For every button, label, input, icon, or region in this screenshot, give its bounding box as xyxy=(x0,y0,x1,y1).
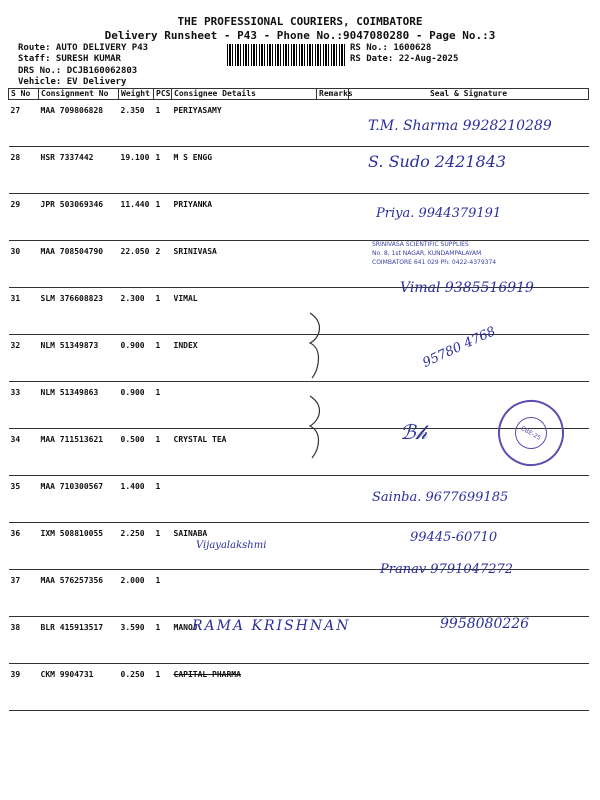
vehicle-label: Vehicle: EV Delivery xyxy=(18,77,127,87)
cell-sno: 33 xyxy=(9,382,39,429)
cell-remarks xyxy=(317,194,349,241)
route-label: Route: AUTO DELIVERY P43 xyxy=(18,43,149,53)
col-pcs: PCS xyxy=(154,89,172,100)
cell-consignment: HSR 7337442 xyxy=(39,147,119,194)
cell-sno: 37 xyxy=(9,570,39,617)
cell-pcs: 1 xyxy=(154,476,172,523)
table-row xyxy=(9,664,589,711)
cell-sno: 36 xyxy=(9,523,39,570)
cell-pcs: 1 xyxy=(154,429,172,476)
cell-pcs: 1 xyxy=(154,100,172,147)
cell-weight: 0.250 xyxy=(119,664,154,711)
rs-number: RS No.: 1600628 xyxy=(350,43,432,53)
cell-weight: 3.590 xyxy=(119,617,154,664)
cell-consignment: MAA 711513621 xyxy=(39,429,119,476)
cell-consignee: INDEX xyxy=(172,335,317,382)
cell-sno: 35 xyxy=(9,476,39,523)
cell-consignee: VIMAL xyxy=(172,288,317,335)
cell-pcs: 1 xyxy=(154,617,172,664)
signature-37: 99445-60710 xyxy=(410,530,498,545)
drs-label: DRS No.: DCJB160062803 xyxy=(18,66,138,76)
handwritten-name-39: RAMA KRISHNAN xyxy=(192,618,351,634)
cell-pcs: 1 xyxy=(154,523,172,570)
cell-weight: 22.050 xyxy=(119,241,154,288)
cell-consignee: CAPITAL PHARMA xyxy=(172,664,317,711)
cell-consignment: MAA 708504790 xyxy=(39,241,119,288)
cell-consignee: SRINIVASA xyxy=(172,241,317,288)
cell-weight: 11.440 xyxy=(119,194,154,241)
cell-weight: 0.900 xyxy=(119,382,154,429)
cell-sno: 29 xyxy=(9,194,39,241)
signature-29: Priya. 9944379191 xyxy=(376,206,502,221)
runsheet-subtitle: Delivery Runsheet - P43 - Phone No.:9047080280 - Page No.:3 xyxy=(104,29,496,42)
cell-weight: 2.350 xyxy=(119,100,154,147)
cell-sno: 30 xyxy=(9,241,39,288)
cell-pcs: 1 xyxy=(154,147,172,194)
cell-consignment: BLR 415913517 xyxy=(39,617,119,664)
cell-consignee: PRIYANKA xyxy=(172,194,317,241)
signature-38: Pranav 9791047272 xyxy=(380,562,514,577)
cell-consignment: JPR 503069346 xyxy=(39,194,119,241)
cell-consignment: MAA 709806828 xyxy=(39,100,119,147)
cell-consignee xyxy=(172,476,317,523)
cell-sno: 31 xyxy=(9,288,39,335)
cell-remarks xyxy=(317,241,349,288)
stamp-crystal-tea: CBE-25 xyxy=(486,388,576,478)
col-seal: Seal & Signature xyxy=(349,89,589,100)
brace-34-35 xyxy=(310,396,319,458)
brace-marks xyxy=(300,308,330,478)
cell-weight: 0.500 xyxy=(119,429,154,476)
seal-srinivasa: SRINIVASA SCIENTIFIC SUPPLIES No. 8, 1st NAGAR, KUNDAMPALAYAM COIMBATORE 641 029 Ph: 0422-4379374 xyxy=(372,241,497,266)
staff-label: Staff: SURESH KUMAR xyxy=(18,54,121,64)
cell-consignment: SLM 376608823 xyxy=(39,288,119,335)
cell-remarks xyxy=(317,147,349,194)
company-title: THE PROFESSIONAL COURIERS, COIMBATORE xyxy=(177,15,423,28)
cell-sno: 32 xyxy=(9,335,39,382)
cell-sno: 34 xyxy=(9,429,39,476)
cell-weight: 2.250 xyxy=(119,523,154,570)
cell-consignment: NLM 51349873 xyxy=(39,335,119,382)
cell-consignee: MANOJ xyxy=(172,617,317,664)
cell-weight: 2.000 xyxy=(119,570,154,617)
cell-pcs: 1 xyxy=(154,570,172,617)
signature-32-33: 95780 4768 xyxy=(420,324,499,371)
table-header-row xyxy=(9,89,589,100)
col-remarks: Remarks xyxy=(317,89,349,100)
cell-pcs: 1 xyxy=(154,382,172,429)
cell-consignee xyxy=(172,382,317,429)
signature-27: T.M. Sharma 9928210289 xyxy=(368,118,552,134)
table-row xyxy=(9,194,589,241)
cell-consignee: PERIYASAMY xyxy=(172,100,317,147)
signature-34-35: ℬ𝒽 xyxy=(400,420,428,444)
signature-39: 9958080226 xyxy=(440,616,530,632)
cell-weight: 0.900 xyxy=(119,335,154,382)
signature-31: Vimal 9385516919 xyxy=(400,280,534,296)
cell-remarks xyxy=(317,476,349,523)
cell-sno: 39 xyxy=(9,664,39,711)
cell-pcs: 1 xyxy=(154,335,172,382)
cell-consignee: SAINABA xyxy=(172,523,317,570)
barcode xyxy=(227,44,345,66)
rs-date: RS Date: 22-Aug-2025 xyxy=(350,54,459,64)
cell-remarks xyxy=(317,523,349,570)
cell-sno: 27 xyxy=(9,100,39,147)
table-row xyxy=(9,335,589,382)
cell-consignee: CRYSTAL TEA xyxy=(172,429,317,476)
cell-pcs: 1 xyxy=(154,664,172,711)
cell-sno: 38 xyxy=(9,617,39,664)
handwritten-name-37: Vijayalakshmi xyxy=(196,540,267,551)
brace-32-33 xyxy=(310,313,319,378)
col-weight: Weight xyxy=(119,89,154,100)
cell-remarks xyxy=(317,100,349,147)
col-consignee: Consignee Details xyxy=(172,89,317,100)
cell-weight: 1.400 xyxy=(119,476,154,523)
cell-weight: 19.100 xyxy=(119,147,154,194)
col-consignment: Consignment No xyxy=(39,89,119,100)
cell-pcs: 1 xyxy=(154,288,172,335)
cell-consignment: CKM 9904731 xyxy=(39,664,119,711)
cell-consignee: M S ENGG xyxy=(172,147,317,194)
cell-weight: 2.300 xyxy=(119,288,154,335)
col-sno: S No xyxy=(9,89,39,100)
cell-consignment: IXM 508810055 xyxy=(39,523,119,570)
cell-seal xyxy=(349,664,589,711)
cell-pcs: 1 xyxy=(154,194,172,241)
cell-sno: 28 xyxy=(9,147,39,194)
cell-consignment: NLM 51349863 xyxy=(39,382,119,429)
cell-remarks xyxy=(317,664,349,711)
cell-remarks xyxy=(317,570,349,617)
cell-pcs: 2 xyxy=(154,241,172,288)
signature-36: Sainba. 9677699185 xyxy=(372,490,509,505)
cell-consignment: MAA 710300567 xyxy=(39,476,119,523)
cell-consignee xyxy=(172,570,317,617)
cell-consignment: MAA 576257356 xyxy=(39,570,119,617)
signature-28: S. Sudo 2421843 xyxy=(368,152,507,171)
